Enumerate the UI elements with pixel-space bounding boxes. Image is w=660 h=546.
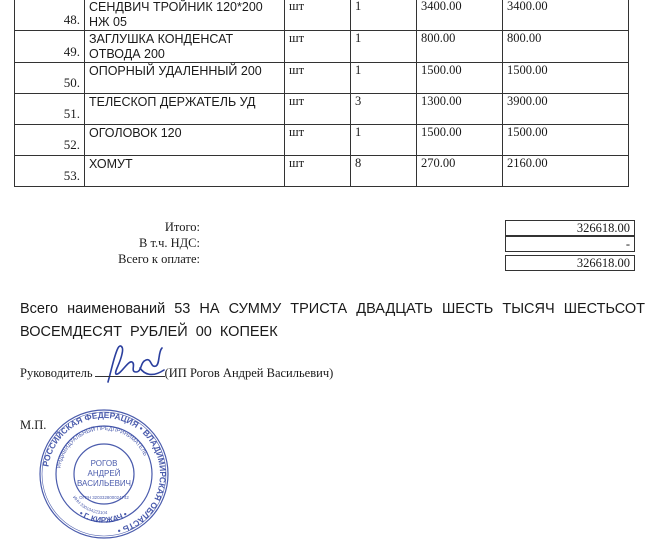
item-num-cell: 48.: [15, 0, 85, 31]
item-name-cell: ОПОРНЫЙ УДАЛЕННЫЙ 200: [85, 63, 285, 94]
item-name-cell: ТЕЛЕСКОП ДЕРЖАТЕЛЬ УД: [85, 94, 285, 125]
item-sum-cell: 2160.00: [503, 156, 629, 187]
item-qty-cell: 1: [351, 125, 417, 156]
item-unit-cell: шт: [285, 156, 351, 187]
item-unit-cell: шт: [285, 31, 351, 63]
payable-value: 326618.00: [505, 255, 635, 271]
item-qty-cell: 1: [351, 31, 417, 63]
amount-in-words: Всего наименований 53 НА СУММУ ТРИСТА ДВАДЦАТЬ ШЕСТЬ ТЫСЯЧ ШЕСТЬСОТ ВОСЕМДЕСЯТ РУБЛЕЙ 00 КОПЕЕК: [20, 301, 645, 340]
payable-label: Всего к оплате:: [118, 252, 200, 266]
item-qty-cell: 3: [351, 94, 417, 125]
director-name: (ИП Рогов Андрей Васильевич): [164, 366, 334, 380]
item-price-cell: 270.00: [417, 156, 503, 187]
item-name-cell: ОГОЛОВОК 120: [85, 125, 285, 156]
item-price-cell: 1500.00: [417, 125, 503, 156]
director-label: Руководитель: [20, 366, 93, 380]
total-value: 326618.00: [505, 220, 635, 236]
item-num-cell: 52.: [15, 125, 85, 156]
item-qty-cell: 1: [351, 63, 417, 94]
svg-text:• Г. КИРЖАЧ •: • Г. КИРЖАЧ •: [77, 508, 129, 525]
item-sum-cell: 1500.00: [503, 63, 629, 94]
company-stamp: [38, 400, 170, 540]
signature-line: [95, 376, 165, 377]
item-name-cell: ЗАГЛУШКА КОНДЕНСАТ ОТВОДА 200: [85, 31, 285, 63]
item-num-cell: 53.: [15, 156, 85, 187]
item-sum-cell: 800.00: [503, 31, 629, 63]
item-price-cell: 1500.00: [417, 63, 503, 94]
items-table-body: [15, 0, 629, 187]
director-line: [20, 366, 333, 381]
stamp-place-label: М.П.: [20, 418, 47, 432]
svg-text:РОССИЙСКАЯ ФЕДЕРАЦИЯ • ВЛАДИМИ: РОССИЙСКАЯ ФЕДЕРАЦИЯ • ВЛАДИМИРСКАЯ ОБЛАСТЬ •: [40, 409, 169, 537]
svg-text:ВАСИЛЬЕВИЧ: ВАСИЛЬЕВИЧ: [76, 479, 132, 488]
item-sum-cell: 3400.00: [503, 0, 629, 31]
item-num-cell: 49.: [15, 31, 85, 63]
total-label: Итого:: [164, 220, 200, 234]
item-num-cell: 50.: [15, 63, 85, 94]
item-name-cell: СЕНДВИЧ ТРОЙНИК 120*200 НЖ 05: [85, 0, 285, 31]
item-unit-cell: шт: [285, 125, 351, 156]
table-row: [15, 31, 629, 63]
svg-text:АНДРЕЙ: АНДРЕЙ: [87, 469, 121, 478]
table-row: [15, 0, 629, 31]
item-price-cell: 800.00: [417, 31, 503, 63]
item-unit-cell: шт: [285, 94, 351, 125]
item-qty-cell: 1: [351, 0, 417, 31]
item-price-cell: 1300.00: [417, 94, 503, 125]
table-row: [15, 156, 629, 187]
table-row: [15, 63, 629, 94]
vat-label: В т.ч. НДС:: [138, 236, 200, 250]
svg-text:ИНДИВИДУАЛЬНЫЙ ПРЕДПРИНИМАТЕЛЬ: ИНДИВИДУАЛЬНЫЙ ПРЕДПРИНИМАТЕЛЬ: [56, 425, 148, 469]
vat-value: -: [505, 236, 635, 252]
svg-text:ИНН 330104223104: ИНН 330104223104: [71, 494, 108, 516]
item-qty-cell: 8: [351, 156, 417, 187]
svg-text:РОГОВ: РОГОВ: [90, 459, 118, 468]
item-name-cell: ХОМУТ: [85, 156, 285, 187]
item-num-cell: 51.: [15, 94, 85, 125]
item-price-cell: 3400.00: [417, 0, 503, 31]
table-row: [15, 125, 629, 156]
items-table: [14, 0, 629, 187]
svg-text:ОГРН 320332800024742: ОГРН 320332800024742: [79, 495, 129, 500]
item-sum-cell: 3900.00: [503, 94, 629, 125]
item-unit-cell: шт: [285, 0, 351, 31]
item-unit-cell: шт: [285, 63, 351, 94]
table-row: [15, 94, 629, 125]
item-sum-cell: 1500.00: [503, 125, 629, 156]
